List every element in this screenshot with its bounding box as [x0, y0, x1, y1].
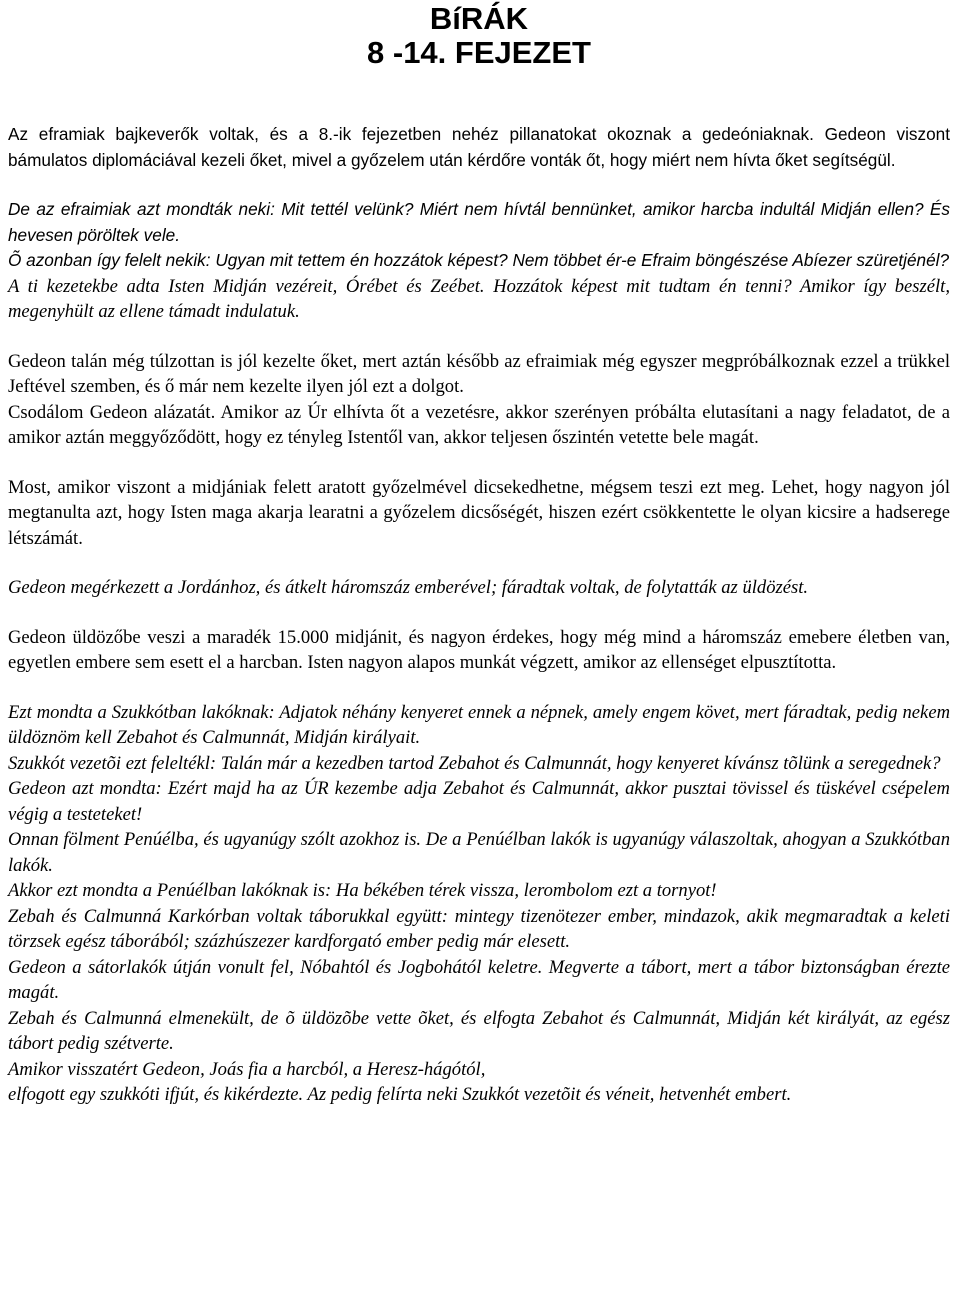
intro-paragraph: Az eframiak bajkeverők voltak, és a 8.-ik fejezetben nehéz pillanatokat okoznak a gedeóniaknak. Gedeon viszont bámulatos diplomáciával kezeli őket, mivel a győzelem után kérdőre vonták őt, hogy miért nem hívta őket segítségül.	[8, 124, 950, 170]
scripture-quote: Gedeon a sátorlakók útján vonult fel, Nóbahtól és Jogbohától keletre. Megverte a tábort, mert a tábor biztonságban érezte magát.	[8, 956, 950, 1003]
title-chapters: 8 -14. FEJEZET	[367, 35, 591, 70]
commentary-paragraph: Most, amikor viszont a midjániak felett aratott győzelmével dicsekedhetne, mégsem teszi ezt meg. Lehet, hogy nagyon jól megtanulta azt, hogy Isten maga akarja learatni a győzelem dicsőségét, hiszen ezért csökkentette le olyan kicsire a hadserege létszámát.	[8, 476, 950, 549]
scripture-quote: Gedeon megérkezett a Jordánhoz, és átkelt háromszáz emberével; fáradtak voltak, de folytatták az üldözést.	[8, 577, 809, 598]
commentary-paragraph: Gedeon üldözőbe veszi a maradék 15.000 midjánit, és nagyon érdekes, hogy még mind a háromszáz emebere életben van, egyetlen embere sem esett el a harcban. Isten nagyon alapos munkát végzett, amikor az ellenséget elpusztította.	[8, 626, 950, 673]
scripture-quote: Ezt mondta a Szukkótban lakóknak: Adjatok néhány kenyeret ennek a népnek, amely engem követ, mert fáradtak, pedig nekem üldöznöm kell Zebahot és Calmunnát, Midján királyait.	[8, 701, 950, 748]
commentary-paragraph: Gedeon talán még túlzottan is jól kezelte őket, mert aztán később az efraimiak még egyszer megpróbálkoznak ezzel a trükkel Jeftével szemben, és ő már nem kezelte ilyen jól ezt a dolgot.	[8, 350, 950, 397]
scripture-quote: Õ azonban így felelt nekik: Ugyan mit tettem én hozzátok képest? Nem többet ér-e Efraim böngészése Abíezer szüretjénél?	[8, 250, 950, 270]
scripture-quote: elfogott egy szukkóti ifjút, és kikérdezte. Az pedig felírta neki Szukkót vezetõit és véneit, hetvenhét embert.	[8, 1084, 792, 1105]
scripture-quote: Szukkót vezetõi ezt feleltékl: Talán már a kezedben tartod Zebahot és Calmunnát, hogy kenyeret kívánsz tõlünk a seregednek?	[8, 752, 941, 774]
scripture-quote: De az efraimiak azt mondták neki: Mit tettél velünk? Miért nem hívtál bennünket, amikor harcba indultál Midján ellen? És hevesen pöröltek vele.	[8, 199, 950, 245]
scripture-quote: Zebah és Calmunná Karkórban voltak táborukkal együtt: mintegy tizenötezer ember, mindazok, akik megmaradtak a keleti törzsek egész táborából; százhúszezer kardforgató ember pedig már elesett.	[8, 905, 950, 952]
scripture-quote: A ti kezetekbe adta Isten Midján vezéreit, Órébet és Zeébet. Hozzátok képest mit tudtam én tenni? Amikor így beszélt, megenyhült az ellene támadt indulatuk.	[8, 275, 950, 322]
scripture-quote: Amikor visszatért Gedeon, Joás fia a harcból, a Heresz-hágótól,	[8, 1058, 486, 1080]
scripture-quote: Akkor ezt mondta a Penúélban lakóknak is: Ha békében térek vissza, lerombolom ezt a tornyot!	[8, 880, 717, 901]
scripture-quote: Onnan fölment Penúélba, és ugyanúgy szólt azokhoz is. De a Penúélban lakók is ugyanúgy válaszoltak, ahogyan a Szukkótban lakók.	[8, 829, 950, 876]
document-title	[8, 0, 950, 70]
scripture-quote: Zebah és Calmunná elmenekült, de õ üldözõbe vette õket, és elfogta Zebahot és Calmunnát, Midján két királyát, az egész tábort pedig szétverte.	[8, 1007, 950, 1054]
commentary-paragraph: Csodálom Gedeon alázatát. Amikor az Úr elhívta őt a vezetésre, akkor szerényen próbálta elutasítani a nagy feladatot, de a amikor aztán meggyőződött, hogy ez tényleg Istentől van, akkor teljesen őszintén vetette bele magát.	[8, 401, 950, 448]
scripture-quote: Gedeon azt mondta: Ezért majd ha az ÚR kezembe adja Zebahot és Calmunnát, akkor pusztai tövissel és tüskével csépelem végig a testeteket!	[8, 778, 950, 825]
title-book: BíRÁK	[429, 1, 529, 36]
